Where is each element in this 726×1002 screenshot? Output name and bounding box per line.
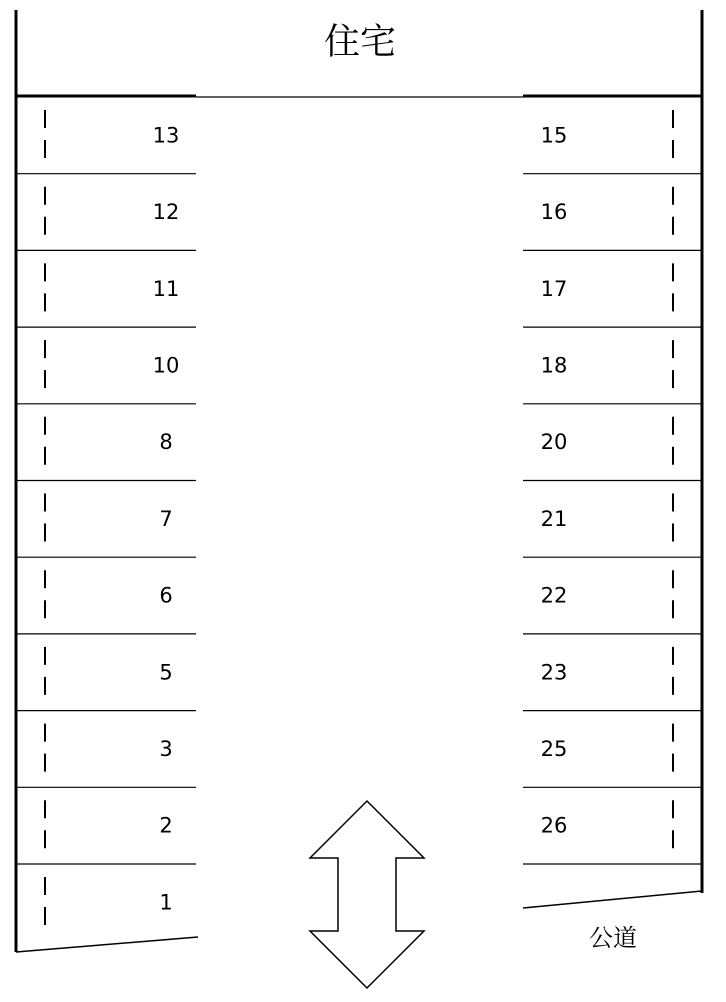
space-number: 12: [152, 200, 180, 225]
parking-space: [523, 494, 702, 558]
parking-space: [16, 187, 196, 251]
bottom-right-edge: [523, 891, 702, 908]
right-parking-row: [523, 110, 702, 864]
space-number: 18: [540, 353, 568, 378]
parking-space: [16, 494, 196, 558]
parking-space: [523, 340, 702, 404]
space-number: 5: [159, 660, 173, 685]
parking-space: [523, 110, 702, 174]
parking-space: [45, 877, 173, 928]
parking-space: [16, 800, 196, 864]
building-label: 住宅: [323, 21, 397, 63]
parking-space: [16, 647, 196, 711]
space-number: 2: [159, 813, 173, 838]
parking-space: [16, 417, 196, 481]
parking-space: [523, 724, 702, 788]
space-number: 17: [540, 276, 568, 301]
parking-space: [523, 263, 702, 327]
parking-space: [523, 570, 702, 634]
space-number: 11: [152, 276, 180, 301]
space-number: 3: [159, 736, 173, 761]
space-number: 26: [540, 813, 568, 838]
parking-space: [16, 340, 196, 404]
parking-space: [523, 800, 702, 864]
parking-space: [523, 417, 702, 481]
space-number: 8: [159, 430, 173, 455]
space-number: 16: [540, 200, 568, 225]
parking-space: [523, 647, 702, 711]
space-number: 6: [159, 583, 173, 608]
space-number: 15: [540, 123, 568, 148]
parking-space: [16, 570, 196, 634]
space-number: 21: [540, 506, 568, 531]
parking-space: [16, 724, 196, 788]
parking-space: [523, 187, 702, 251]
space-number: 20: [540, 430, 568, 455]
road-label: 公道: [589, 924, 637, 952]
double-arrow-vertical-icon: [310, 801, 424, 988]
parking-space: [16, 263, 196, 327]
parking-space: [16, 110, 196, 174]
space-number: 23: [540, 660, 568, 685]
left-parking-row: [16, 110, 196, 928]
space-number: 7: [159, 506, 173, 531]
space-number: 1: [159, 890, 173, 915]
bottom-left-edge: [16, 937, 198, 952]
space-number: 13: [152, 123, 180, 148]
space-number: 22: [540, 583, 568, 608]
space-number: 10: [152, 353, 180, 378]
space-number: 25: [540, 736, 568, 761]
